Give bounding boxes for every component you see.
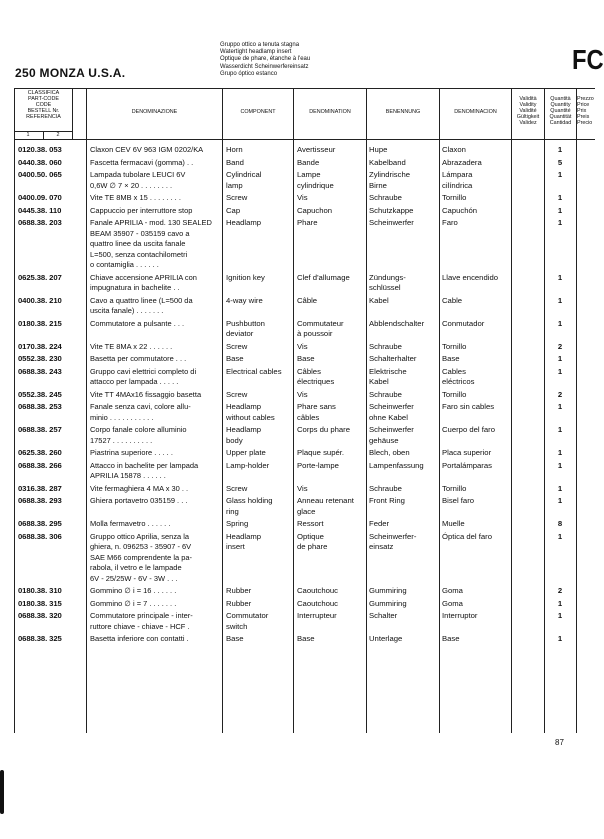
part-code: 0688.38. 243	[18, 366, 62, 376]
denomination-fr: Avertisseur	[297, 145, 336, 154]
description-it: Lampada tubolare LEUCI 6V 0,6W ∅ 7 × 20 . . . . . . . .	[90, 170, 186, 190]
denominacion-es: Base	[442, 634, 460, 643]
denominacion-es: Tornillo	[442, 389, 467, 399]
description-it: Basetta per commutatore . . .	[90, 354, 187, 363]
header-quantita: Quantità Quantity Quantité Quantität Cantidad	[549, 96, 572, 126]
description-it: Vite TE 8MA x 22 . . . . . .	[90, 341, 173, 351]
component-en: Electrical cables	[226, 366, 282, 376]
description-it: Claxon CEV 6V 963 IGM 0202/KA	[90, 145, 204, 154]
denomination-fr: Vis	[297, 193, 308, 202]
benennung-de: Scheinwerfer	[369, 218, 414, 227]
table-row	[14, 599, 595, 610]
component-en: Cap	[226, 205, 241, 215]
quantity: 1	[557, 218, 563, 227]
description-it: Gommino ∅ i = 7 . . . . . . .	[90, 598, 177, 608]
group-title-de: Wasserdicht Scheinwerfereinsatz	[220, 63, 309, 70]
benennung-de: Kabel	[369, 295, 389, 305]
benennung-de: Kabelband	[369, 157, 406, 167]
denomination-fr: Lampe cylindrique	[297, 170, 334, 190]
quantity: 1	[557, 272, 563, 282]
parts-table	[14, 88, 595, 733]
section-tab-letters: FC	[572, 44, 604, 75]
benennung-de: Schalter	[369, 611, 398, 620]
quantity: 1	[557, 402, 563, 411]
denomination-fr: Câbles électriques	[297, 366, 335, 386]
denomination-fr: Base	[297, 634, 315, 643]
table-row	[14, 496, 595, 517]
benennung-de: Feder	[369, 519, 390, 528]
table-row	[14, 145, 595, 156]
denomination-fr: Ressort	[297, 519, 324, 528]
part-code: 0625.38. 207	[18, 272, 62, 282]
denominacion-es: Goma	[442, 586, 463, 595]
part-code: 0180.38. 310	[18, 586, 62, 595]
header-denominazione: DENOMINAZIONE	[131, 109, 178, 115]
benennung-de: Lampenfassung	[369, 460, 424, 470]
benennung-de: Scheinwerfer gehäuse	[369, 425, 414, 445]
quantity: 1	[557, 634, 563, 643]
component-en: Screw	[226, 341, 248, 351]
part-code: 0688.38. 257	[18, 425, 62, 434]
quantity: 2	[557, 341, 563, 351]
part-code: 0552.38. 230	[18, 354, 62, 363]
benennung-de: Schraube	[369, 193, 402, 202]
component-en: Screw	[226, 483, 248, 493]
component-en: Base	[226, 634, 244, 643]
part-code: 0400.09. 070	[18, 193, 62, 202]
description-it: Ghiera portavetro 035159 . . .	[90, 496, 188, 505]
denominacion-es: Muelle	[442, 519, 465, 528]
quantity: 1	[557, 318, 563, 328]
denomination-fr: Optique de phare	[297, 531, 328, 551]
denomination-fr: Câble	[297, 295, 318, 305]
benennung-de: Hupe	[369, 145, 388, 154]
benennung-de: Schutzkappe	[369, 205, 414, 215]
benennung-de: Abblendschalter	[369, 318, 425, 328]
component-en: Band	[226, 157, 244, 167]
description-it: Fascetta fermacavi (gomma) . .	[90, 157, 194, 167]
denominacion-es: Portalámparas	[442, 460, 492, 470]
group-title-en: Watertight headlamp insert	[220, 49, 292, 56]
denominacion-es: Cables eléctricos	[442, 366, 475, 386]
denominacion-es: Tornillo	[442, 341, 467, 351]
header-denominacion: DENOMINACION	[454, 109, 497, 115]
header-code: CLASSIFICA PART-CODE CODE BESTELL Nr. REFERENCIA	[26, 90, 61, 120]
component-en: Ignition key	[226, 272, 265, 282]
part-code: 0180.38. 315	[18, 598, 62, 608]
component-en: Headlamp insert	[226, 531, 262, 551]
description-it: Fanale APRILIA - mod. 130 SEALED BEAM 35907 - 035159 cavo a quattro linee da uscita fanale L=500, senza contachilometri o contamiglia . . . . . .	[90, 218, 212, 269]
table-row	[14, 218, 595, 271]
benennung-de: Elektrische Kabel	[369, 366, 407, 386]
part-code: 0688.38. 293	[18, 496, 62, 505]
part-code: 0688.38. 266	[18, 460, 62, 470]
quantity: 1	[557, 448, 563, 457]
description-it: Vite TE 8MB x 15 . . . . . . . .	[90, 193, 181, 202]
description-it: Basetta inferiore con contatti .	[90, 634, 189, 643]
description-it: Vite fermaghiera 4 MA x 30 . .	[90, 483, 189, 493]
table-top-rule	[14, 88, 595, 89]
benennung-de: Scheinwerfer- einsatz	[369, 531, 417, 551]
quantity: 8	[557, 519, 563, 528]
benennung-de: Scheinwerfer ohne Kabel	[369, 402, 414, 422]
denominacion-es: Faro	[442, 218, 458, 227]
part-code: 0400.38. 210	[18, 295, 62, 305]
benennung-de: Schraube	[369, 483, 402, 493]
denominacion-es: Tornillo	[442, 483, 467, 493]
denomination-fr: Caoutchouc	[297, 598, 339, 608]
quantity: 1	[557, 598, 563, 608]
quantity: 1	[557, 483, 563, 493]
denominacion-es: Claxon	[442, 145, 466, 154]
denomination-fr: Commutateur à poussoir	[297, 318, 344, 338]
table-row	[14, 296, 595, 317]
denomination-fr: Bande	[297, 157, 320, 167]
description-it: Fanale senza cavi, colore allu- minio . . . . . . . . . . .	[90, 402, 191, 422]
denominacion-es: Bisel faro	[442, 496, 475, 505]
part-code: 0316.38. 287	[18, 483, 62, 493]
table-row	[14, 484, 595, 495]
table-row	[14, 342, 595, 353]
component-en: Headlamp without cables	[226, 402, 275, 422]
component-en: Headlamp	[226, 218, 262, 227]
table-row	[14, 532, 595, 585]
part-code: 0688.38. 320	[18, 611, 62, 620]
description-it: Commutatore a pulsante . . .	[90, 318, 185, 328]
denomination-fr: Anneau retenant glace	[297, 496, 354, 516]
quantity: 1	[557, 193, 563, 202]
description-it: Gruppo ottico Aprilia, senza la ghiera, n. 096253 - 35907 - 6V SAE M66 comprendente la pa- rabola, il vetro e le lampade 6V - 25/25W - 6V - 3W . . .	[90, 531, 192, 583]
part-code: 0688.38. 295	[18, 519, 62, 528]
component-en: Screw	[226, 193, 248, 202]
component-en: Upper plate	[226, 448, 266, 457]
denominacion-es: Tornillo	[442, 193, 467, 202]
quantity: 2	[557, 586, 563, 595]
table-row	[14, 206, 595, 217]
denominacion-es: Capuchón	[442, 205, 478, 215]
denominacion-es: Faro sin cables	[442, 402, 495, 411]
header-prezzo: Prezzo Price Prix Preis Precio	[577, 96, 594, 126]
denominacion-es: Cable	[442, 295, 463, 305]
denominacion-es: Abrazadera	[442, 157, 482, 167]
group-title-fr: Optique de phare, étanche à l'eau	[220, 56, 311, 63]
table-row	[14, 586, 595, 597]
part-code: 0688.38. 203	[18, 218, 62, 227]
quantity: 1	[557, 295, 563, 305]
part-code: 0120.38. 053	[18, 145, 62, 154]
table-row	[14, 158, 595, 169]
denomination-fr: Porte-lampe	[297, 460, 339, 470]
description-it: Cavo a quattro linee (L=500 da uscita fanale) . . . . . . .	[90, 295, 193, 315]
benennung-de: Schraube	[369, 389, 402, 399]
component-en: Base	[226, 354, 244, 363]
benennung-de: Gummiring	[369, 598, 407, 608]
quantity: 1	[557, 531, 563, 541]
component-en: Glass holding ring	[226, 496, 273, 516]
quantity: 1	[557, 205, 563, 215]
description-it: Vite TT 4MAx16 fissaggio basetta	[90, 389, 202, 399]
component-en: Pushbutton deviator	[226, 318, 265, 338]
denominacion-es: Interruptor	[442, 611, 478, 620]
part-code: 0400.50. 065	[18, 170, 62, 179]
header-benennung: BENENNUNG	[385, 109, 421, 115]
benennung-de: Front Ring	[369, 496, 405, 505]
benennung-de: Zündungs- schlüssel	[369, 272, 406, 292]
component-en: Rubber	[226, 598, 252, 608]
component-en: Lamp-holder	[226, 460, 270, 470]
table-row	[14, 273, 595, 294]
description-it: Gommino ∅ i = 16 . . . . . .	[90, 586, 177, 595]
quantity: 1	[557, 145, 563, 154]
model-title: 250 MONZA U.S.A.	[15, 66, 126, 80]
header-code-sub2: 2	[56, 132, 60, 138]
benennung-de: Unterlage	[369, 634, 403, 643]
table-row	[14, 319, 595, 340]
part-code: 0688.38. 325	[18, 634, 62, 643]
code-header-divider	[72, 88, 73, 139]
table-row	[14, 390, 595, 401]
component-en: Cylindrical lamp	[226, 170, 262, 190]
denominacion-es: Óptica del faro	[442, 531, 492, 541]
denominacion-es: Placa superior	[442, 448, 492, 457]
denominacion-es: Base	[442, 354, 460, 363]
quantity: 5	[557, 157, 563, 167]
table-row	[14, 193, 595, 204]
group-title-it: Gruppo ottico a tenuta stagna	[220, 42, 300, 48]
benennung-de: Schraube	[369, 341, 402, 351]
denomination-fr: Vis	[297, 389, 308, 399]
part-code: 0180.38. 215	[18, 318, 62, 328]
denomination-fr: Interrupteur	[297, 611, 337, 620]
description-it: Corpo fanale colore alluminio 17527 . . . . . . . . . .	[90, 425, 187, 445]
table-row	[14, 367, 595, 388]
component-en: Headlamp body	[226, 425, 262, 445]
description-it: Molla fermavetro . . . . . .	[90, 519, 171, 528]
denomination-fr: Plaque supér.	[297, 448, 345, 457]
description-it: Gruppo cavi elettrici completo di attacco per lampada . . . . .	[90, 366, 197, 386]
table-row	[14, 425, 595, 446]
part-code: 0440.38. 060	[18, 157, 62, 167]
benennung-de: Gummiring	[369, 586, 407, 595]
group-title	[220, 42, 310, 78]
quantity: 1	[557, 425, 563, 434]
part-code: 0170.38. 224	[18, 341, 62, 351]
denomination-fr: Phare	[297, 218, 318, 227]
description-it: Chiave accensione APRILIA con impugnatura in bachelite . .	[90, 272, 197, 292]
description-it: Attacco in bachelite per lampada APRILIA 15878 . . . . . .	[90, 460, 199, 480]
part-code: 0688.38. 253	[18, 402, 62, 411]
denominacion-es: Lámpara cilíndrica	[442, 170, 473, 190]
page-number: 87	[555, 738, 564, 747]
table-row	[14, 519, 595, 530]
denomination-fr: Corps du phare	[297, 425, 350, 434]
denominacion-es: Goma	[442, 598, 463, 608]
denomination-fr: Base	[297, 354, 315, 363]
header-validita: Validità Validity Validité Gültigkeit Validez	[516, 96, 540, 126]
table-row	[14, 611, 595, 632]
component-en: Screw	[226, 389, 248, 399]
quantity: 1	[557, 170, 563, 179]
header-bottom-rule	[14, 139, 595, 140]
benennung-de: Schalterhalter	[369, 354, 417, 363]
quantity: 1	[557, 611, 563, 620]
table-row	[14, 634, 595, 645]
header-component: COMPONENT	[240, 109, 276, 115]
description-it: Cappuccio per interruttore stop	[90, 205, 193, 215]
component-en: Spring	[226, 519, 249, 528]
table-row	[14, 170, 595, 191]
header-code-sub1: 1	[26, 132, 30, 138]
quantity: 1	[557, 354, 563, 363]
table-row	[14, 402, 595, 423]
code-sub-divider	[43, 131, 44, 139]
group-title-es: Grupo óptico estanco	[220, 70, 278, 77]
benennung-de: Blech, oben	[369, 448, 410, 457]
quantity: 1	[557, 496, 563, 505]
component-en: Commutator switch	[226, 611, 269, 631]
part-code: 0688.38. 306	[18, 531, 62, 541]
denomination-fr: Capuchon	[297, 205, 333, 215]
description-it: Commutatore principale - inter- ruttore chiave - chiave - HCF .	[90, 611, 193, 631]
denominacion-es: Conmutador	[442, 318, 485, 328]
denomination-fr: Phare sans câbles	[297, 402, 336, 422]
part-code: 0552.38. 245	[18, 389, 62, 399]
denomination-fr: Vis	[297, 341, 308, 351]
quantity: 1	[557, 366, 563, 376]
denomination-fr: Clef d'allumage	[297, 272, 350, 282]
quantity: 1	[557, 460, 563, 470]
denominacion-es: Llave encendido	[442, 272, 498, 282]
denominacion-es: Cuerpo del faro	[442, 425, 495, 434]
component-en: Horn	[226, 145, 243, 154]
denomination-fr: Caoutchouc	[297, 586, 339, 595]
quantity: 2	[557, 389, 563, 399]
header-denomination: DENOMINATION	[309, 109, 351, 115]
binding-edge-mark	[0, 770, 4, 814]
component-en: 4-way wire	[226, 295, 263, 305]
denomination-fr: Vis	[297, 483, 308, 493]
part-code: 0445.38. 110	[18, 205, 62, 215]
table-row	[14, 354, 595, 365]
table-row	[14, 448, 595, 459]
description-it: Piastrina superiore . . . . .	[90, 448, 173, 457]
component-en: Rubber	[226, 586, 252, 595]
table-row	[14, 461, 595, 482]
benennung-de: Zylindrische Birne	[369, 170, 411, 190]
part-code: 0625.38. 260	[18, 448, 62, 457]
